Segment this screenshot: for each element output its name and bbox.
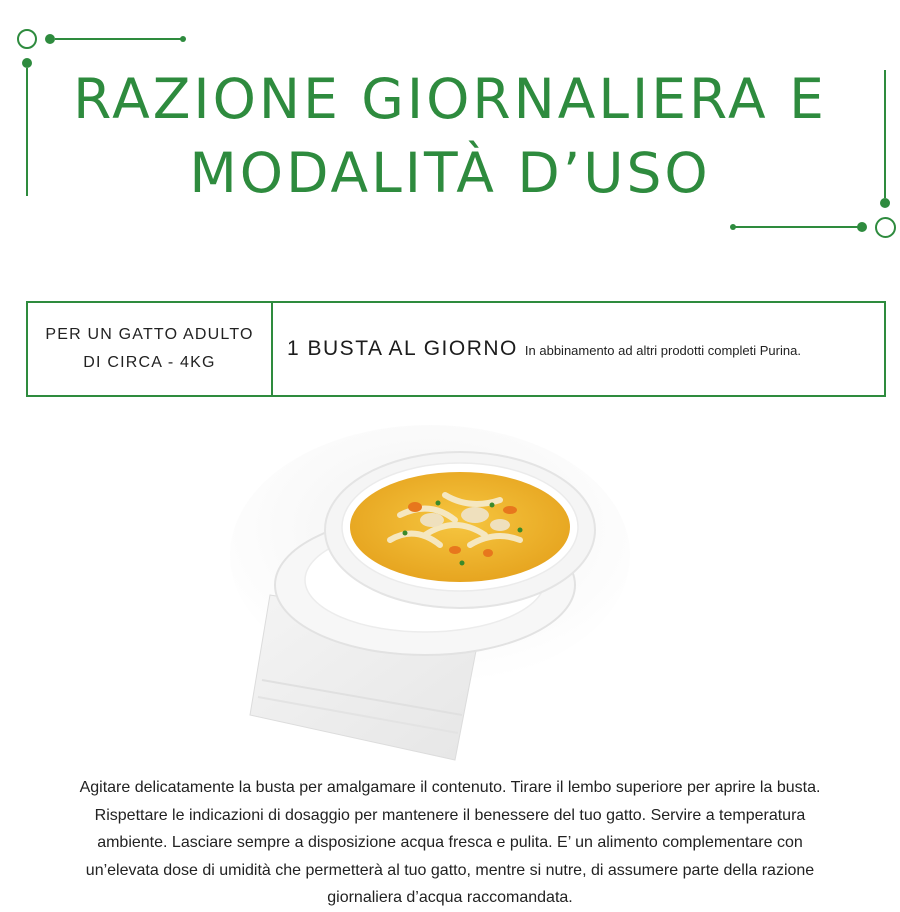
cat-weight-cell (28, 303, 273, 395)
page-title (40, 62, 860, 210)
title-line-1: RAZIONE GIORNALIERA E (73, 67, 827, 131)
line-ornament (55, 38, 183, 40)
title-line-2: MODALITÀ D’USO (189, 141, 711, 205)
line-ornament (734, 226, 858, 228)
ring-ornament (17, 29, 37, 49)
usage-instructions: Agitare delicatamente la busta per amalgamare il contenuto. Tirare il lembo superiore per aprire la busta. Rispettare le indicazioni di dosaggio per mantenere il benessere del tuo gatto. Servire a temperatura ambiente. Lasciare sempre a disposizione acqua fresca e pulita. E’ un alimento complementare con un’elevata dose di umidità che permetterà al tuo gatto, mentre si nutre, di assumere parte della razione giornaliera d’acqua raccomandata. (79, 779, 821, 906)
soup-bowl-icon (200, 415, 660, 775)
ration-note: In abbinamento ad altri prodotti completi Purina. (524, 342, 801, 358)
line-ornament (884, 70, 886, 198)
daily-ration-table (26, 301, 886, 397)
cat-weight-line-1: PER UN GATTO ADULTO (45, 326, 254, 343)
ration-amount-cell (273, 303, 884, 395)
ration-amount: 1 BUSTA AL GIORNO (287, 337, 518, 360)
dot-ornament (180, 36, 186, 42)
line-ornament (26, 68, 28, 196)
dot-ornament (880, 198, 890, 208)
dot-ornament (22, 58, 32, 68)
dot-ornament (45, 34, 55, 44)
ring-ornament (875, 217, 896, 238)
cat-weight-line-2: DI CIRCA - 4KG (83, 354, 216, 371)
dot-ornament (857, 222, 867, 232)
